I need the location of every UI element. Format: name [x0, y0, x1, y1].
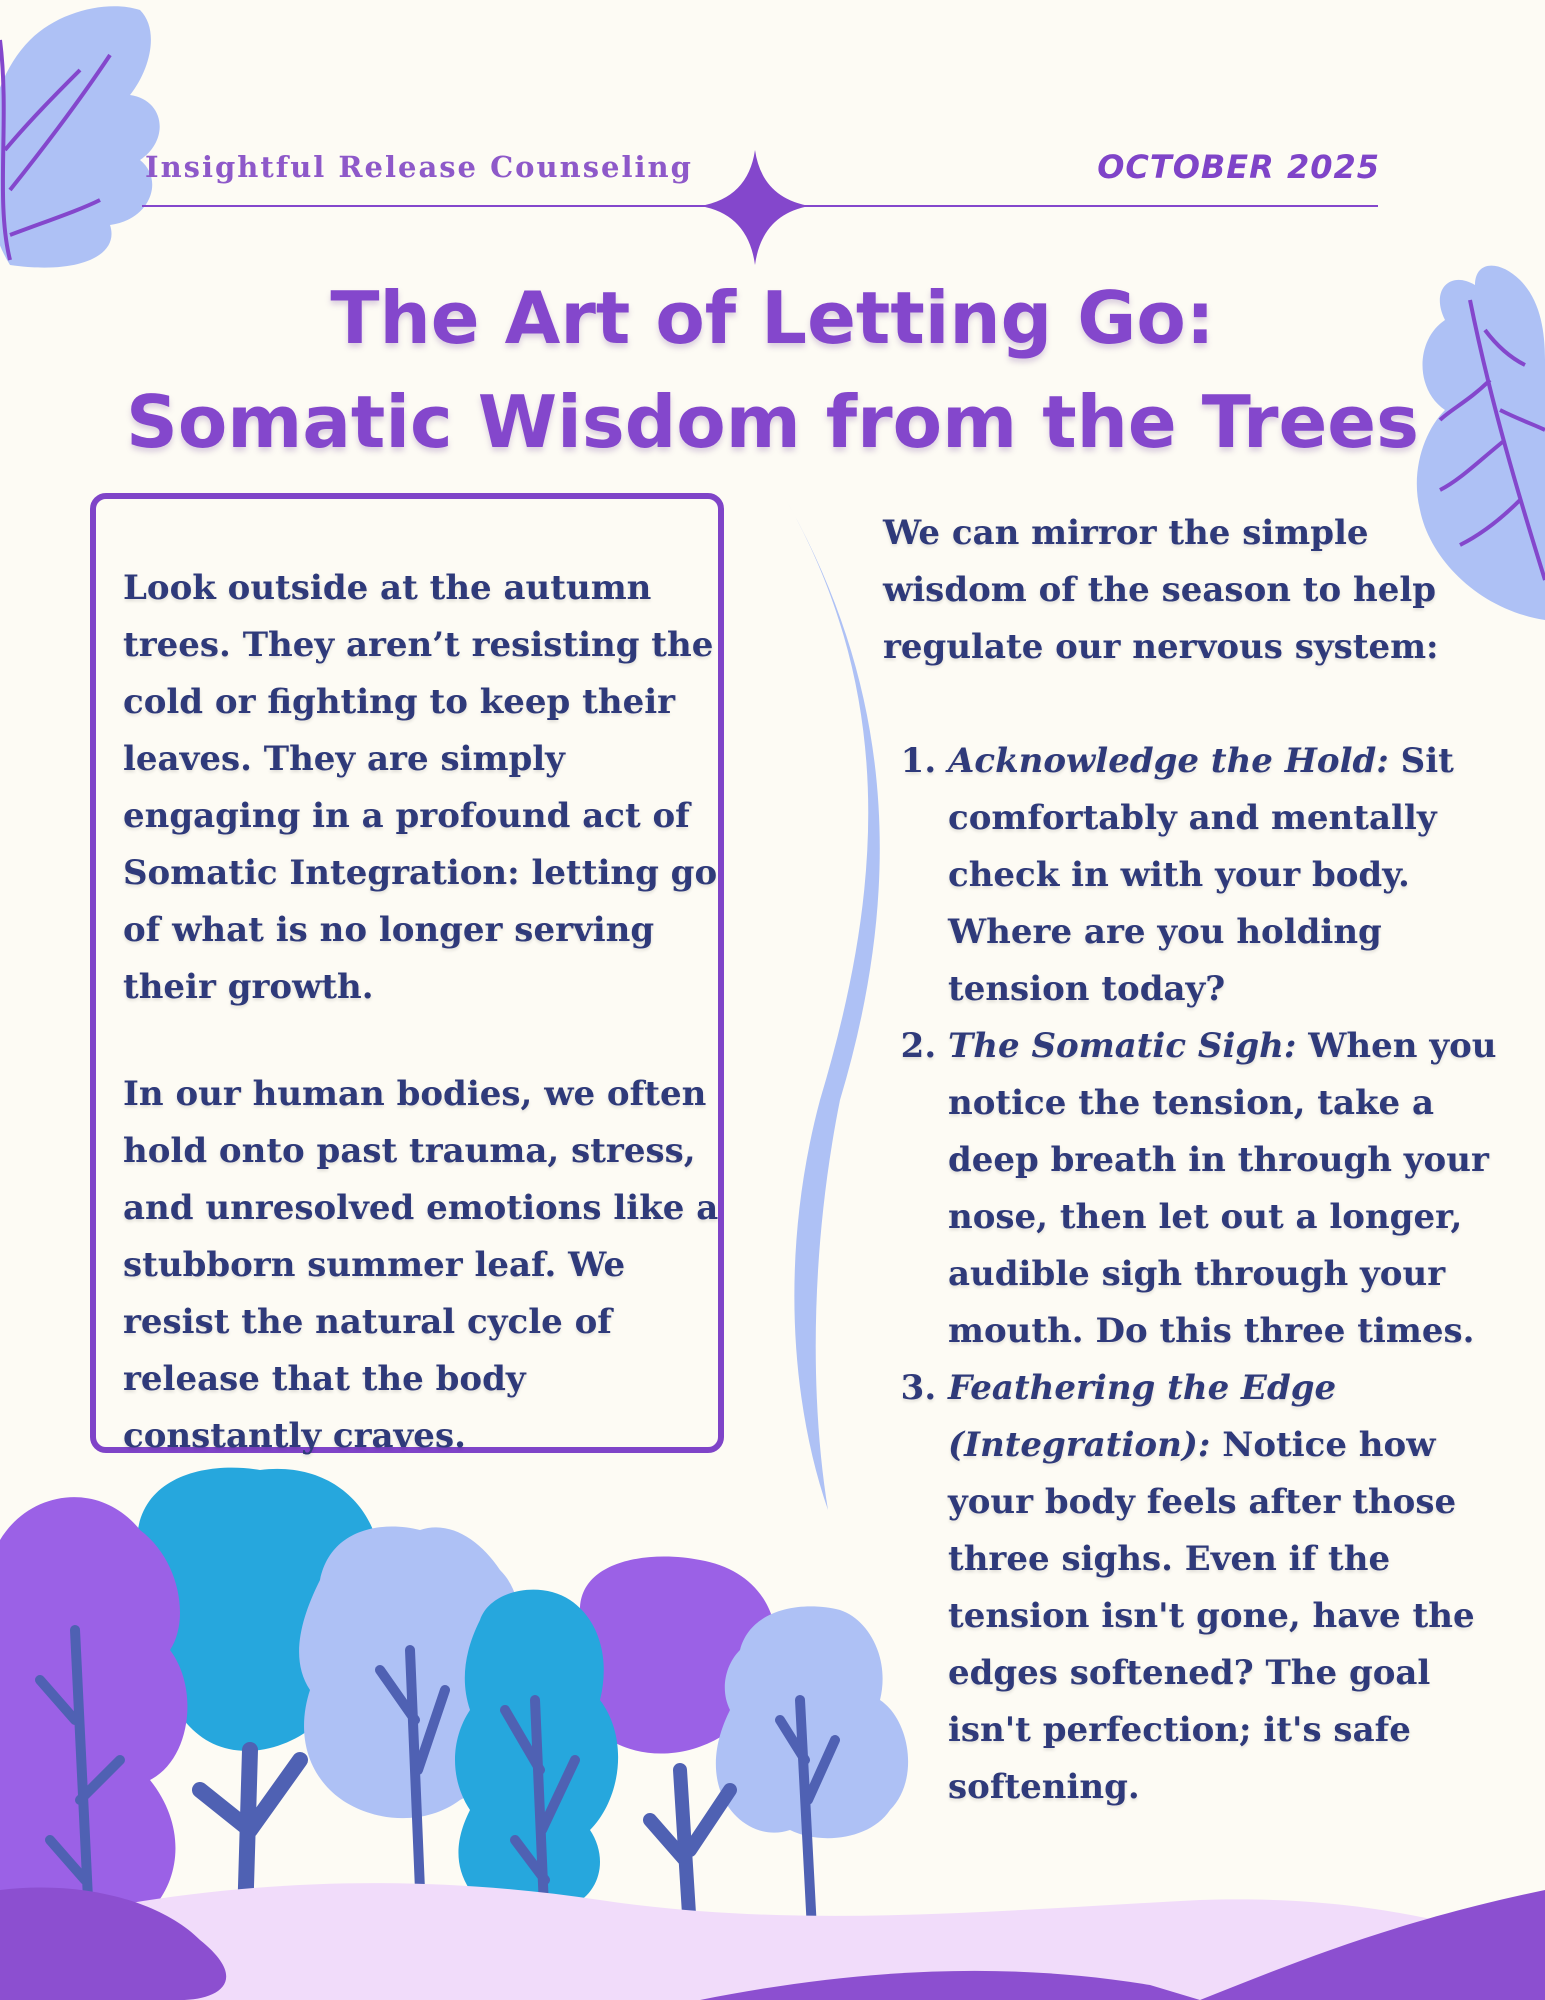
step-text: Sit comfortably and mentally check in with your body. Where are you holding tension today? [948, 741, 1454, 1009]
left-box-text [123, 560, 723, 1515]
leaf-icon-top-left [0, 6, 160, 267]
left-paragraph-1: Look outside at the autumn trees. They aren’t resisting the cold or fighting to keep their leaves. They are simply engaging in a profound act of Somatic Integration: letting go of what is no longer serving their growth. [123, 568, 718, 1007]
step-text: Notice how your body feels after those three sighs. Even if the tension isn't gone, have the edges softened? The goal isn't perfection; it's safe softening. [948, 1425, 1475, 1807]
step-term: Acknowledge the Hold: [948, 741, 1389, 781]
step-item [948, 1018, 1523, 1360]
swoosh-divider [785, 498, 880, 1510]
step-text: When you notice the tension, take a deep breath in through your nose, then let out a longer, audible sigh through your mouth. Do this three times. [948, 1026, 1497, 1351]
title-line-2: Somatic Wisdom from the Trees [125, 380, 1419, 464]
tree-illustration [0, 1468, 908, 1940]
steps-list [883, 733, 1523, 1816]
right-column [883, 505, 1523, 1816]
sparkle-icon [700, 150, 810, 265]
step-term: The Somatic Sigh: [948, 1026, 1297, 1066]
step-item [948, 733, 1523, 1018]
left-paragraph-2: In our human bodies, we often hold onto past trauma, stress, and unresolved emotions like a stubborn summer leaf. We resist the natural cycle of release that the body constantly craves. [123, 1074, 719, 1456]
page-title [0, 266, 1545, 474]
step-term: Feathering the Edge (Integration): [948, 1368, 1337, 1465]
issue-date: OCTOBER 2025 [1097, 148, 1380, 186]
title-line-1: The Art of Letting Go: [330, 276, 1215, 360]
right-intro: We can mirror the simple wisdom of the season to help regulate our nervous system: [883, 513, 1439, 667]
step-item [948, 1360, 1523, 1816]
organization-name: Insightful Release Counseling [145, 150, 693, 184]
